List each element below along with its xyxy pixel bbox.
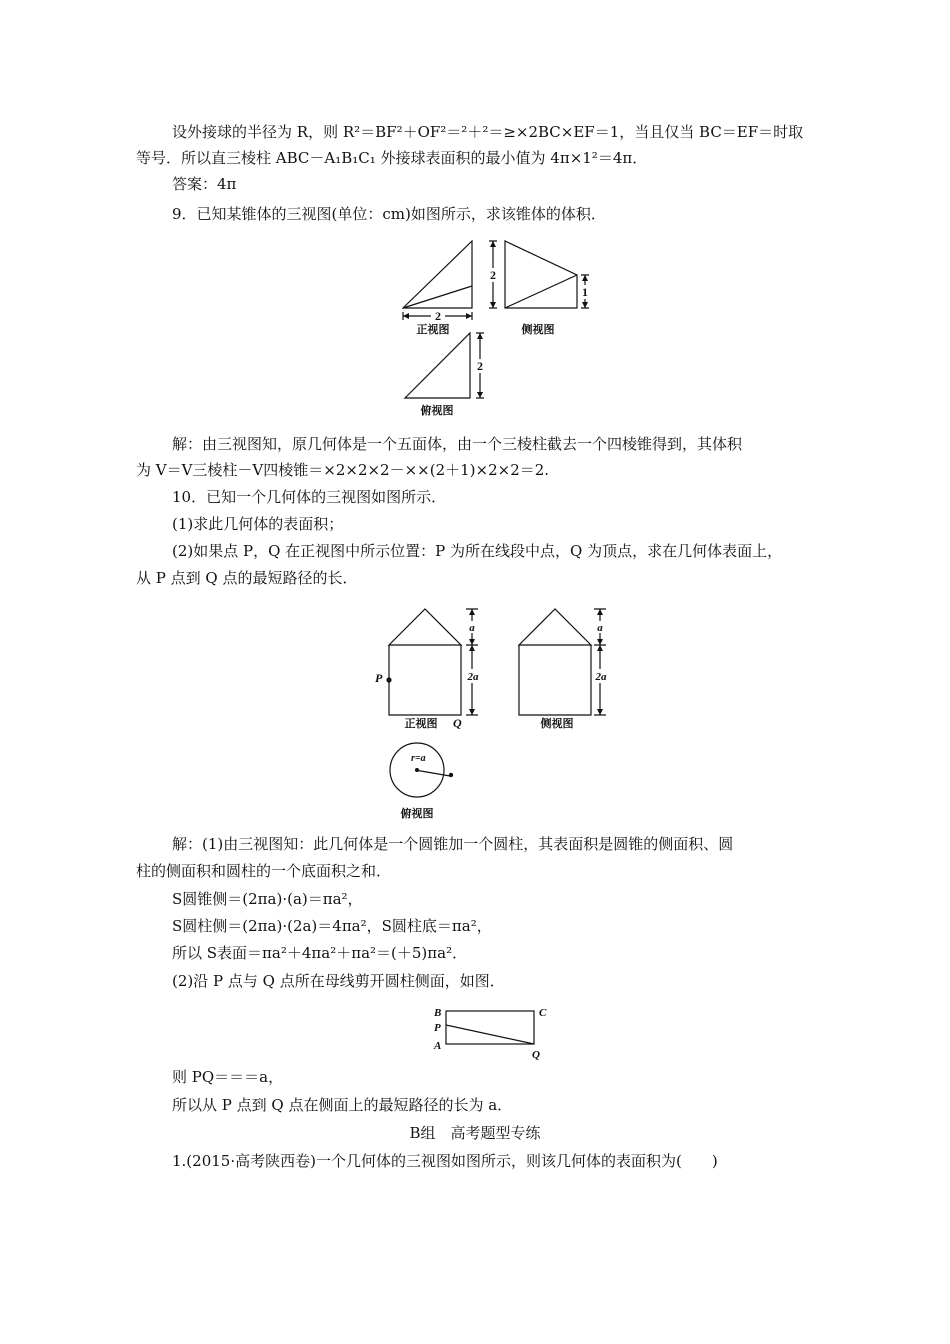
question-10-part-1: (1)求此几何体的表面积； [172, 515, 344, 533]
question-10-part-2-cont: 从 P 点到 Q 点的最短路径的长． [136, 569, 358, 587]
figure-9-three-views [395, 235, 595, 420]
fig10-label-q: Q [453, 716, 462, 730]
fig10-front-view-shape [389, 609, 461, 715]
text-line-2: 等号．所以直三棱柱 ABC－A₁B₁C₁ 外接球表面积的最小值为 4π×1²＝4π． [136, 149, 648, 167]
fig9-top-dim: 2 [477, 359, 483, 373]
fig10-front-dim-a: a [469, 622, 475, 634]
question-10: 10．已知一个几何体的三视图如图所示． [172, 488, 447, 506]
fig9-front-view-shape [403, 241, 472, 308]
fig9-side-dim-left: 2 [490, 268, 496, 282]
unroll-label-c: C [539, 1007, 547, 1019]
solution-9-line-1: 解：由三视图知，原几何体是一个五面体，由一个三棱柱截去一个四棱锥得到，其体积 [172, 435, 743, 453]
result-conclusion: 所以从 P 点到 Q 点在侧面上的最短路径的长为 a． [172, 1096, 513, 1114]
question-b1: 1.(2015·高考陕西卷)一个几何体的三视图如图所示，则该几何体的表面积为( ) [172, 1152, 718, 1170]
fig10-front-dim-2a: 2a [467, 671, 479, 683]
fig9-top-caption: 俯视图 [420, 405, 454, 417]
section-heading-b: B组 高考题型专练 [409, 1124, 541, 1142]
formula-surface-total: 所以 S表面＝πa²＋4πa²＋πa²＝(＋5)πa²． [172, 944, 468, 962]
fig10-side-dim-a: a [597, 622, 603, 634]
fig10-label-p: P [375, 671, 383, 685]
fig9-side-dim-right: 1 [582, 285, 588, 299]
figure-10-three-views [365, 603, 625, 825]
figure-unrolled-cylinder [428, 1000, 558, 1062]
path-pq [446, 1025, 534, 1044]
answer-line: 答案：4π [172, 175, 237, 193]
fig10-point-p [386, 677, 391, 682]
fig10-side-dim-2a: 2a [595, 671, 607, 683]
fig10-top-caption: 俯视图 [400, 808, 434, 820]
fig9-front-caption: 正视图 [416, 324, 450, 336]
solution-9-line-2: 为 V＝V三棱柱－V四棱锥＝×2×2×2－××(2＋1)×2×2＝2. [136, 461, 550, 479]
fig10-radius-label: r=a [411, 753, 426, 764]
unroll-label-p: P [434, 1022, 441, 1034]
fig10-side-view-shape [519, 609, 591, 715]
solution-10-line-2: 柱的侧面积和圆柱的一个底面积之和． [136, 862, 392, 880]
result-pq: 则 PQ＝＝＝a， [172, 1068, 284, 1086]
unroll-label-q: Q [532, 1049, 540, 1061]
fig9-front-dim: 2 [435, 309, 441, 323]
unroll-label-a: A [434, 1040, 442, 1052]
solution-10-line-1: 解：(1)由三视图知：此几何体是一个圆锥加一个圆柱，其表面积是圆锥的侧面积、圆 [172, 835, 734, 853]
fig10-side-caption: 侧视图 [540, 718, 574, 730]
formula-cylinder: S圆柱侧＝(2πa)·(2a)＝4πa²，S圆柱底＝πa²， [172, 917, 492, 935]
question-10-part-2: (2)如果点 P，Q 在正视图中所示位置：P 为所在线段中点，Q 为顶点，求在几何体表面上， [172, 542, 783, 560]
fig9-side-caption: 侧视图 [521, 324, 555, 336]
fig9-top-view-shape [405, 333, 470, 398]
formula-cone-lateral: S圆锥侧＝(2πa)·(a)＝πa²， [172, 890, 363, 908]
fig9-side-view-shape [505, 241, 577, 308]
solution-10-part-2: (2)沿 P 点与 Q 点所在母线剪开圆柱侧面，如图． [172, 972, 505, 990]
text-line-1: 设外接球的半径为 R，则 R²＝BF²＋OF²＝²＋²＝≥×2BC×EF＝1，当且仅当 BC＝EF＝时取 [172, 123, 804, 141]
unroll-label-b: B [434, 1007, 442, 1019]
question-9: 9．已知某锥体的三视图(单位：cm)如图所示，求该锥体的体积． [172, 205, 606, 223]
fig10-front-caption: 正视图 [404, 718, 438, 730]
